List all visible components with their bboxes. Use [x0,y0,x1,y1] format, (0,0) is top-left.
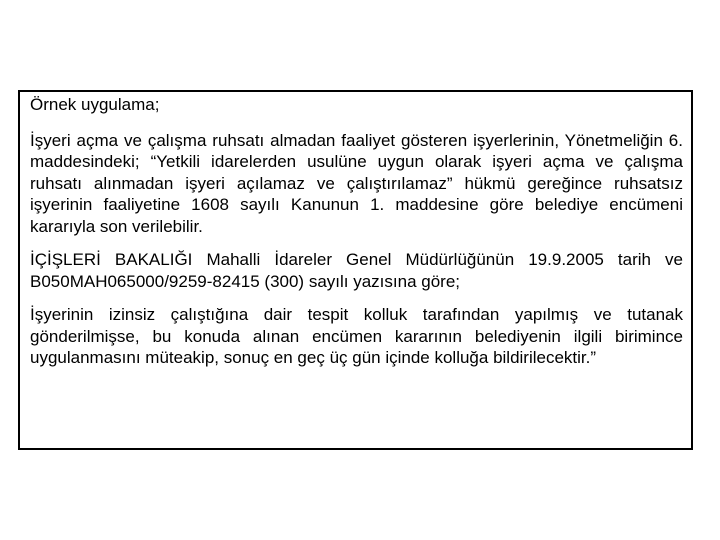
paragraph-enforcement: İşyerinin izinsiz çalıştığına dair tespit kolluk tarafından yapılmış ve tutanak gönderilmişse, bu konuda alınan encümen kararının belediyenin ilgili birimince uygulanmasını müteakip, sonuç en geç üç gün içinde kolluğa bildirilecektir.” [30,305,683,367]
example-heading: Örnek uygulama; [30,95,160,114]
paragraph-license-rule: İşyeri açma ve çalışma ruhsatı almadan faaliyet gösteren işyerlerinin, Yönetmeliğin 6. maddesindeki; “Yetkili idarelerden usulüne uygun olarak işyeri açma ve çalışma ruhsatı alınmadan işyeri açılamaz ve çalıştırılamaz” hükmü gereğince ruhsatsız işyerinin faaliyetine 1608 sayılı Kanunun 1. maddesine göre belediye encümeni kararıyla son verilebilir. [30,130,683,236]
paragraph-ministry-reference: İÇİŞLERİ BAKALIĞI Mahalli İdareler Genel Müdürlüğünün 19.9.2005 tarih ve B050MAH065000/9259-82415 (300) sayılı yazısına göre; [30,250,683,291]
text-box [18,90,693,450]
